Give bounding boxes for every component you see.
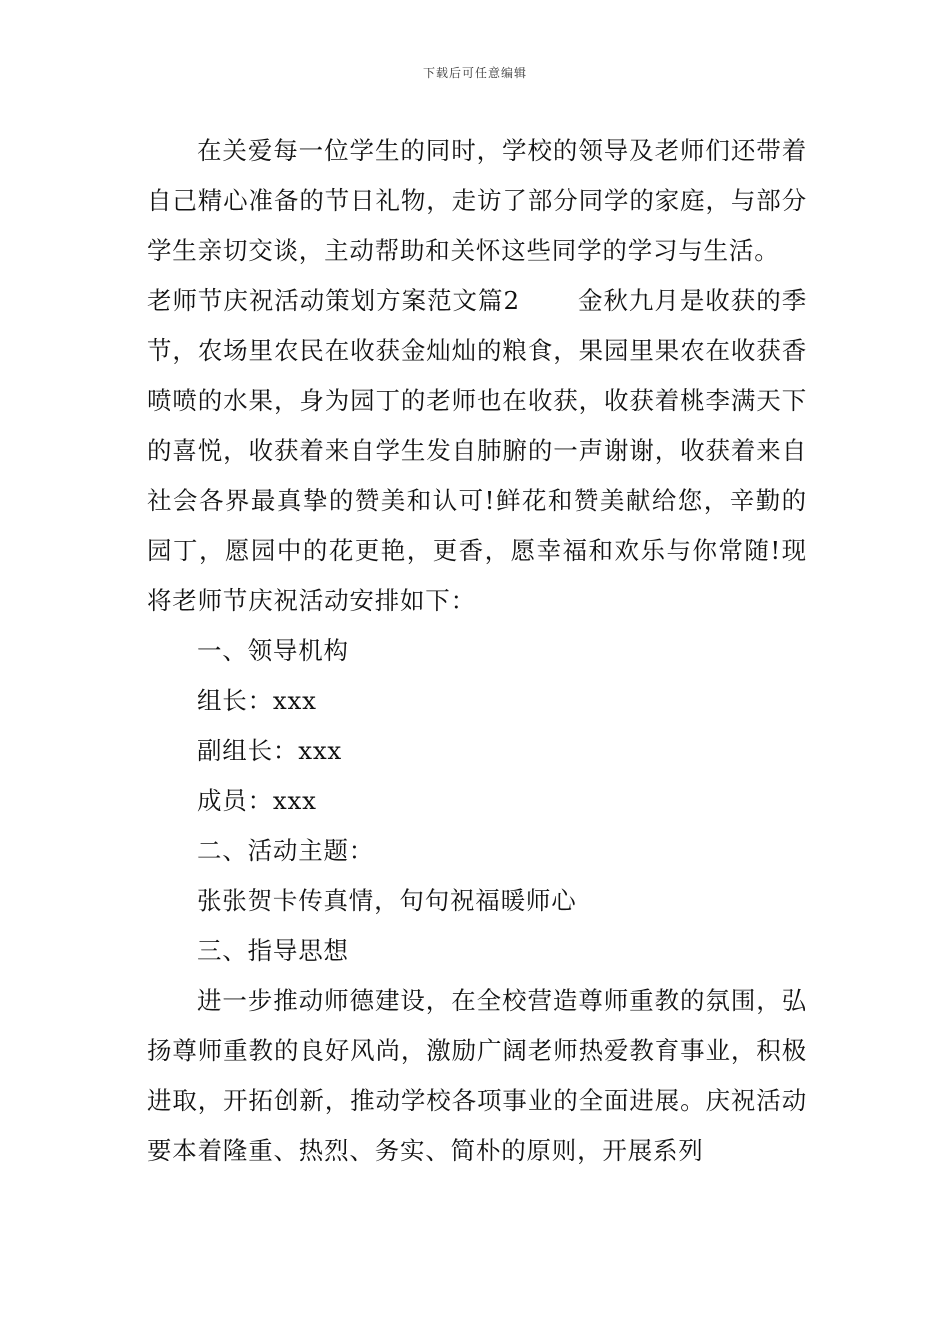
theme-line: 张张贺卡传真情，句句祝福暖师心 <box>197 886 577 915</box>
article-title: 老师节庆祝活动策划方案范文篇2 <box>147 286 520 315</box>
article-paragraph-2 <box>147 276 807 626</box>
paragraph-guiding-thought: 进一步推动师德建设，在全校营造尊师重教的氛围，弘扬尊师重教的良好风尚，激励广阔老师热爱教育事业，积极进取，开拓创新，推动学校各项事业的全面进展。庆祝活动要本着隆重、热烈、务实、简朴的原则，开展系列 <box>147 986 807 1165</box>
vice-leader-line: 副组长：xxx <box>197 736 343 765</box>
paragraph-intro: 金秋九月是收获的季节，农场里农民在收获金灿灿的粮食，果园里果农在收获香喷喷的水果，身为园丁的老师也在收获，收获着桃李满天下的喜悦，收获着来自学生发自肺腑的一声谢谢，收获着来自社会各界最真挚的赞美和认可!鲜花和赞美献给您，辛勤的园丁，愿园中的花更艳，更香，愿幸福和欢乐与你常随!现将老师节庆祝活动安排如下： <box>147 286 807 615</box>
page-header-note: 下载后可任意编辑 <box>422 66 527 80</box>
leader-line: 组长：xxx <box>197 686 317 715</box>
document-body <box>147 126 807 1176</box>
section-heading-guiding-thought: 三、指导思想 <box>197 936 349 965</box>
paragraph-visit: 在关爱每一位学生的同时，学校的领导及老师们还带着自己精心准备的节日礼物，走访了部分同学的家庭，与部分学生亲切交谈，主动帮助和关怀这些同学的学习与生活。 <box>147 136 807 265</box>
section-heading-leadership: 一、领导机构 <box>197 636 349 665</box>
members-line: 成员：xxx <box>197 786 317 815</box>
section-heading-theme: 二、活动主题： <box>197 836 375 865</box>
